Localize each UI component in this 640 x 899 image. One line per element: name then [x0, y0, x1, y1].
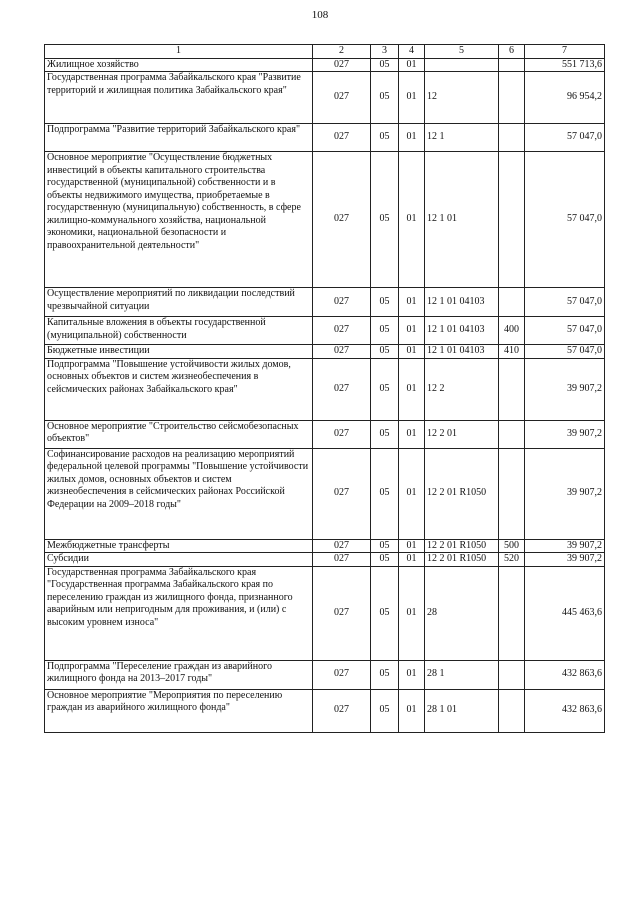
row-subsection: 01 [399, 152, 425, 288]
table-row [45, 689, 605, 732]
row-target: 12 1 01 04103 [425, 317, 499, 345]
row-subsection: 01 [399, 288, 425, 317]
table-row [45, 58, 605, 72]
table-row [45, 660, 605, 689]
row-amount: 432 863,6 [525, 689, 605, 732]
row-name: Подпрограмма "Развитие территорий Забайкальского края" [45, 124, 313, 152]
row-expense-type [499, 358, 525, 420]
budget-table [44, 44, 605, 733]
row-target: 12 2 01 [425, 420, 499, 448]
row-expense-type: 410 [499, 345, 525, 359]
row-section: 05 [371, 566, 399, 660]
row-target: 12 2 01 R1050 [425, 448, 499, 539]
row-name: Основное мероприятие "Строительство сейсмобезопасных объектов" [45, 420, 313, 448]
table-row [45, 358, 605, 420]
row-amount: 39 907,2 [525, 448, 605, 539]
row-ministry: 027 [313, 689, 371, 732]
table-row [45, 345, 605, 359]
row-name: Основное мероприятие "Осуществление бюджетных инвестиций в объекты капитального строительства государственной (муниципальной) собственности и в объекты недвижимого имущества, приобретаемые в государственную (муниципальную) собственность, в сфере жилищно-коммунального хозяйства, национальной экономики, национальной безопасности и правоохранительной деятельности" [45, 152, 313, 288]
row-name: Жилищное хозяйство [45, 58, 313, 72]
row-amount: 96 954,2 [525, 72, 605, 124]
row-ministry: 027 [313, 345, 371, 359]
header-col-3: 3 [371, 45, 399, 59]
row-subsection: 01 [399, 358, 425, 420]
row-target: 12 1 01 [425, 152, 499, 288]
row-name: Софинансирование расходов на реализацию мероприятий федеральной целевой программы "Повышение устойчивости жилых домов, основных объектов и систем жизнеобеспечения в сейсмических районах Российской Федерации на 2009–2018 годы" [45, 448, 313, 539]
row-subsection: 01 [399, 124, 425, 152]
row-subsection: 01 [399, 58, 425, 72]
table-row [45, 72, 605, 124]
header-col-4: 4 [399, 45, 425, 59]
row-expense-type [499, 566, 525, 660]
row-subsection: 01 [399, 689, 425, 732]
row-amount: 57 047,0 [525, 317, 605, 345]
row-target: 28 [425, 566, 499, 660]
row-subsection: 01 [399, 345, 425, 359]
row-subsection: 01 [399, 566, 425, 660]
row-ministry: 027 [313, 317, 371, 345]
row-section: 05 [371, 420, 399, 448]
row-amount: 432 863,6 [525, 660, 605, 689]
row-section: 05 [371, 317, 399, 345]
row-expense-type [499, 124, 525, 152]
row-expense-type: 500 [499, 539, 525, 553]
header-row [45, 45, 605, 59]
row-section: 05 [371, 358, 399, 420]
row-section: 05 [371, 448, 399, 539]
row-expense-type [499, 448, 525, 539]
table-row [45, 317, 605, 345]
table-row [45, 152, 605, 288]
page-number: 108 [311, 9, 329, 21]
row-subsection: 01 [399, 660, 425, 689]
header-col-5: 5 [425, 45, 499, 59]
row-ministry: 027 [313, 566, 371, 660]
row-expense-type: 520 [499, 553, 525, 567]
row-section: 05 [371, 553, 399, 567]
row-section: 05 [371, 345, 399, 359]
table-row [45, 288, 605, 317]
table-row [45, 566, 605, 660]
row-section: 05 [371, 539, 399, 553]
row-name: Основное мероприятие "Мероприятия по переселению граждан из аварийного жилищного фонда" [45, 689, 313, 732]
row-expense-type [499, 689, 525, 732]
row-name: Бюджетные инвестиции [45, 345, 313, 359]
row-ministry: 027 [313, 72, 371, 124]
row-section: 05 [371, 58, 399, 72]
row-ministry: 027 [313, 358, 371, 420]
row-expense-type [499, 58, 525, 72]
row-amount: 57 047,0 [525, 345, 605, 359]
row-ministry: 027 [313, 553, 371, 567]
row-expense-type [499, 288, 525, 317]
row-expense-type: 400 [499, 317, 525, 345]
row-subsection: 01 [399, 539, 425, 553]
row-name: Осуществление мероприятий по ликвидации последствий чрезвычайной ситуации [45, 288, 313, 317]
table-row [45, 553, 605, 567]
row-section: 05 [371, 152, 399, 288]
table-row [45, 539, 605, 553]
header-col-1: 1 [45, 45, 313, 59]
row-target: 28 1 01 [425, 689, 499, 732]
row-expense-type [499, 152, 525, 288]
header-col-2: 2 [313, 45, 371, 59]
row-amount: 551 713,6 [525, 58, 605, 72]
table-row [45, 448, 605, 539]
row-subsection: 01 [399, 553, 425, 567]
row-ministry: 027 [313, 420, 371, 448]
row-amount: 39 907,2 [525, 553, 605, 567]
row-amount: 57 047,0 [525, 288, 605, 317]
row-name: Межбюджетные трансферты [45, 539, 313, 553]
row-ministry: 027 [313, 660, 371, 689]
header-col-6: 6 [499, 45, 525, 59]
row-subsection: 01 [399, 448, 425, 539]
row-amount: 39 907,2 [525, 539, 605, 553]
row-ministry: 027 [313, 448, 371, 539]
header-col-7: 7 [525, 45, 605, 59]
row-target: 12 1 [425, 124, 499, 152]
row-section: 05 [371, 124, 399, 152]
row-amount: 445 463,6 [525, 566, 605, 660]
row-target: 12 [425, 72, 499, 124]
row-target [425, 58, 499, 72]
row-name: Государственная программа Забайкальского края "Развитие территорий и жилищная политика Забайкальского края" [45, 72, 313, 124]
row-amount: 57 047,0 [525, 152, 605, 288]
row-amount: 57 047,0 [525, 124, 605, 152]
row-name: Подпрограмма "Переселение граждан из аварийного жилищного фонда на 2013–2017 годы" [45, 660, 313, 689]
row-ministry: 027 [313, 124, 371, 152]
row-ministry: 027 [313, 152, 371, 288]
row-name: Капитальные вложения в объекты государственной (муниципальной) собственности [45, 317, 313, 345]
row-subsection: 01 [399, 420, 425, 448]
table-row [45, 124, 605, 152]
row-target: 12 1 01 04103 [425, 288, 499, 317]
row-subsection: 01 [399, 72, 425, 124]
row-ministry: 027 [313, 58, 371, 72]
row-section: 05 [371, 660, 399, 689]
row-section: 05 [371, 689, 399, 732]
row-section: 05 [371, 72, 399, 124]
row-ministry: 027 [313, 539, 371, 553]
row-expense-type [499, 420, 525, 448]
row-expense-type [499, 72, 525, 124]
row-expense-type [499, 660, 525, 689]
row-amount: 39 907,2 [525, 420, 605, 448]
row-target: 12 1 01 04103 [425, 345, 499, 359]
row-subsection: 01 [399, 317, 425, 345]
row-name: Субсидии [45, 553, 313, 567]
row-amount: 39 907,2 [525, 358, 605, 420]
row-ministry: 027 [313, 288, 371, 317]
row-name: Подпрограмма "Повышение устойчивости жилых домов, основных объектов и систем жизнеобеспечения в сейсмических районах Забайкальского края" [45, 358, 313, 420]
table-row [45, 420, 605, 448]
row-target: 12 2 01 R1050 [425, 553, 499, 567]
row-section: 05 [371, 288, 399, 317]
row-target: 12 2 [425, 358, 499, 420]
row-name: Государственная программа Забайкальского края "Государственная программа Забайкальского края по переселению граждан из жилищного фонда, признанного аварийным или непригодным для проживания, и (или) с высоким уровнем износа" [45, 566, 313, 660]
row-target: 28 1 [425, 660, 499, 689]
row-target: 12 2 01 R1050 [425, 539, 499, 553]
